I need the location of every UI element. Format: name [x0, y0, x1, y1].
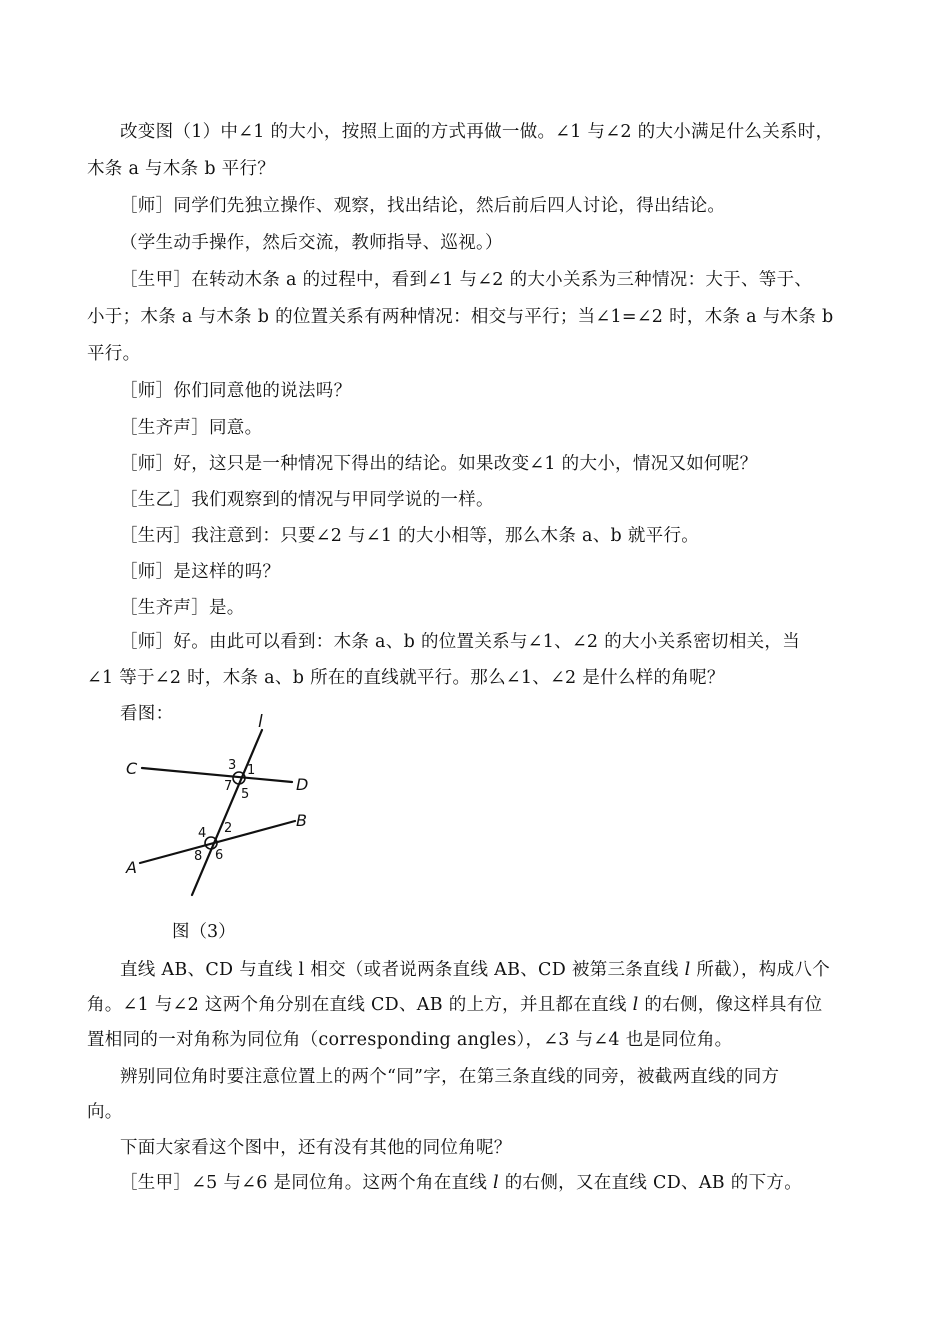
text-line: ［生齐声］是。	[120, 598, 245, 618]
text-line: 置相同的一对角称为同位角（corresponding angles），∠3 与∠4 也是同位角。	[87, 1030, 733, 1050]
line-cd	[142, 768, 292, 782]
transversal-figure	[120, 710, 330, 905]
text-line: ［生丙］我注意到：只要∠2 与∠1 的大小相等，那么木条 a、b 就平行。	[120, 526, 700, 546]
text-line: 改变图（1）中∠1 的大小，按照上面的方式再做一做。∠1 与∠2 的大小满足什么关系时，	[120, 122, 834, 142]
label-l: l	[258, 712, 263, 732]
text-line: 小于；木条 a 与木条 b 的位置关系有两种情况：相交与平行；当∠1=∠2 时，木条 a 与木条 b	[87, 307, 834, 327]
angle-label-6: 6	[215, 848, 224, 863]
label-c: C	[126, 759, 138, 778]
text-line: ［师］同学们先独立操作、观察，找出结论，然后前后四人讨论，得出结论。	[120, 196, 726, 216]
text-line: ［师］好。由此可以看到：木条 a、b 的位置关系与∠1、∠2 的大小关系密切相关，当	[120, 632, 801, 652]
text-line: ［生乙］我们观察到的情况与甲同学说的一样。	[120, 490, 494, 510]
line-l	[192, 730, 262, 895]
label-b: B	[296, 811, 307, 830]
text-line: ［师］你们同意他的说法吗？	[120, 381, 352, 401]
text-line: 平行。	[87, 344, 141, 364]
angle-label-1: 1	[247, 763, 256, 778]
text-line: 辨别同位角时要注意位置上的两个“同”字，在第三条直线的同旁，被截两直线的同方	[120, 1067, 780, 1087]
angle-label-3: 3	[228, 758, 237, 773]
text-line: 角。∠1 与∠2 这两个角分别在直线 CD、AB 的上方，并且都在直线 l 的右侧，像这样具有位	[87, 995, 823, 1015]
text-line: 木条 a 与木条 b 平行？	[87, 159, 276, 179]
figure-caption: 图（3）	[172, 922, 236, 942]
text-line: ［师］好，这只是一种情况下得出的结论。如果改变∠1 的大小，情况又如何呢？	[120, 454, 758, 474]
text-line: 向。	[87, 1102, 123, 1122]
angle-label-8: 8	[194, 849, 203, 864]
text-line: ［生甲］在转动木条 a 的过程中，看到∠1 与∠2 的大小关系为三种情况：大于、等于、	[120, 270, 813, 290]
angle-label-2: 2	[224, 821, 233, 836]
text-line: ［师］是这样的吗？	[120, 562, 281, 582]
text-line: ∠1 等于∠2 时，木条 a、b 所在的直线就平行。那么∠1、∠2 是什么样的角呢？	[87, 668, 725, 688]
label-d: D	[296, 775, 309, 794]
text-line: 下面大家看这个图中，还有没有其他的同位角呢？	[120, 1138, 512, 1158]
angle-label-5: 5	[241, 787, 250, 802]
text-line: ［生齐声］同意。	[120, 418, 263, 438]
text-line: 看图：	[120, 704, 174, 724]
angle-label-4: 4	[198, 826, 207, 841]
text-line: 直线 AB、CD 与直线 l 相交（或者说两条直线 AB、CD 被第三条直线 l 所截），构成八个	[120, 960, 830, 980]
text-line: ［生甲］∠5 与∠6 是同位角。这两个角在直线 l 的右侧，又在直线 CD、AB 的下方。	[120, 1173, 802, 1193]
label-a: A	[126, 858, 137, 877]
angle-label-7: 7	[224, 779, 233, 794]
text-line: （学生动手操作，然后交流，教师指导、巡视。）	[120, 233, 503, 253]
